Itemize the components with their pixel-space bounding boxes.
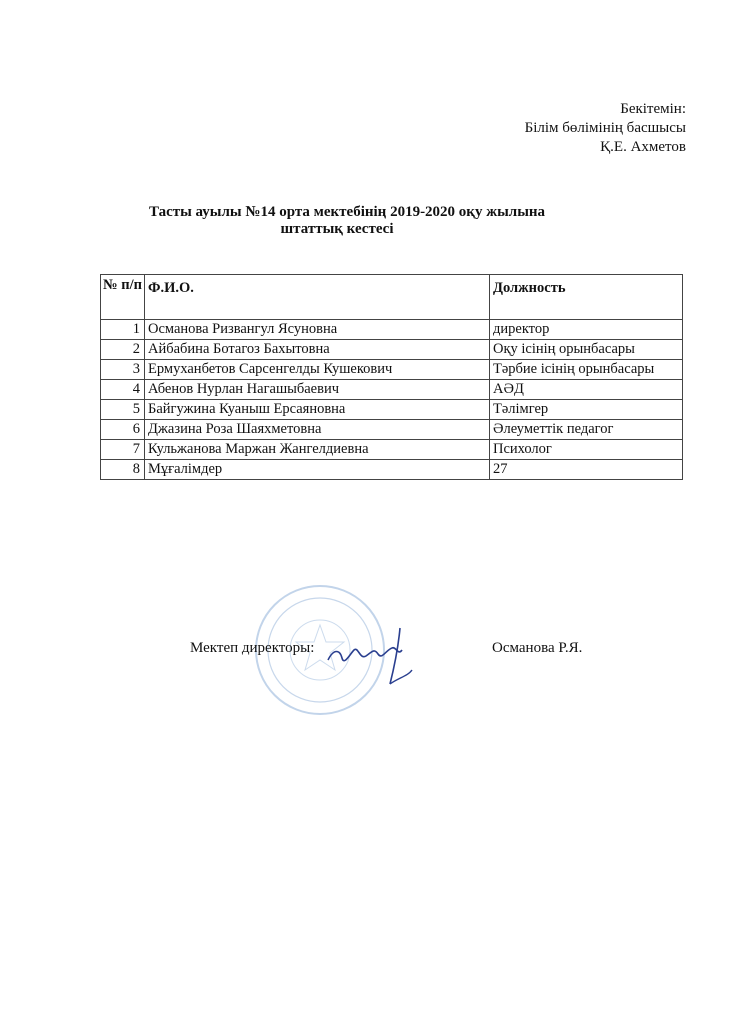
row-position: Әлеуметтік педагог: [490, 420, 683, 440]
title-line-1: Тасты ауылы №14 орта мектебінің 2019-2020 оқу жылына: [148, 204, 546, 220]
table-row: [101, 420, 683, 440]
table-row: [101, 320, 683, 340]
header-number: № п/п: [101, 275, 145, 320]
row-name: Айбабина Ботагоз Бахытовна: [145, 340, 490, 360]
row-number: 5: [101, 400, 145, 420]
staff-table: [100, 274, 683, 480]
row-number: 3: [101, 360, 145, 380]
table-header-row: [101, 275, 683, 320]
row-number: 7: [101, 440, 145, 460]
row-position: Тәлімгер: [490, 400, 683, 420]
table-row: [101, 460, 683, 480]
row-number: 6: [101, 420, 145, 440]
row-position: Оқу ісінің орынбасары: [490, 340, 683, 360]
approval-position: Білім бөлімінің басшысы: [524, 120, 686, 136]
table-row: [101, 440, 683, 460]
row-position: директор: [490, 320, 683, 340]
row-name: Байгужина Куаныш Ерсаяновна: [145, 400, 490, 420]
row-number: 2: [101, 340, 145, 360]
director-name: Османова Р.Я.: [492, 640, 583, 656]
row-number: 8: [101, 460, 145, 480]
row-position: Психолог: [490, 440, 683, 460]
row-name: Ермуханбетов Сарсенгелды Кушекович: [145, 360, 490, 380]
row-name: Кульжанова Маржан Жангелдиевна: [145, 440, 490, 460]
header-position: Должность: [490, 275, 683, 320]
row-position: Тәрбие ісінің орынбасары: [490, 360, 683, 380]
director-label: Мектеп директоры:: [190, 640, 315, 656]
approval-name: Қ.Е. Ахметов: [600, 139, 686, 155]
document-title: [0, 204, 744, 238]
row-position: 27: [490, 460, 683, 480]
table-row: [101, 380, 683, 400]
table-row: [101, 400, 683, 420]
approval-block: [525, 100, 686, 157]
approval-heading: Бекітемін:: [620, 101, 686, 117]
row-position: АӘД: [490, 380, 683, 400]
handwritten-signature: [320, 620, 420, 690]
table-row: [101, 360, 683, 380]
header-full-name: Ф.И.О.: [145, 275, 490, 320]
row-number: 4: [101, 380, 145, 400]
table-row: [101, 340, 683, 360]
row-name: Мұғалімдер: [145, 460, 490, 480]
row-name: Джазина Роза Шаяхметовна: [145, 420, 490, 440]
row-number: 1: [101, 320, 145, 340]
row-name: Абенов Нурлан Нагашыбаевич: [145, 380, 490, 400]
row-name: Османова Ризвангул Ясуновна: [145, 320, 490, 340]
title-line-2: штаттық кестесі: [280, 221, 394, 237]
